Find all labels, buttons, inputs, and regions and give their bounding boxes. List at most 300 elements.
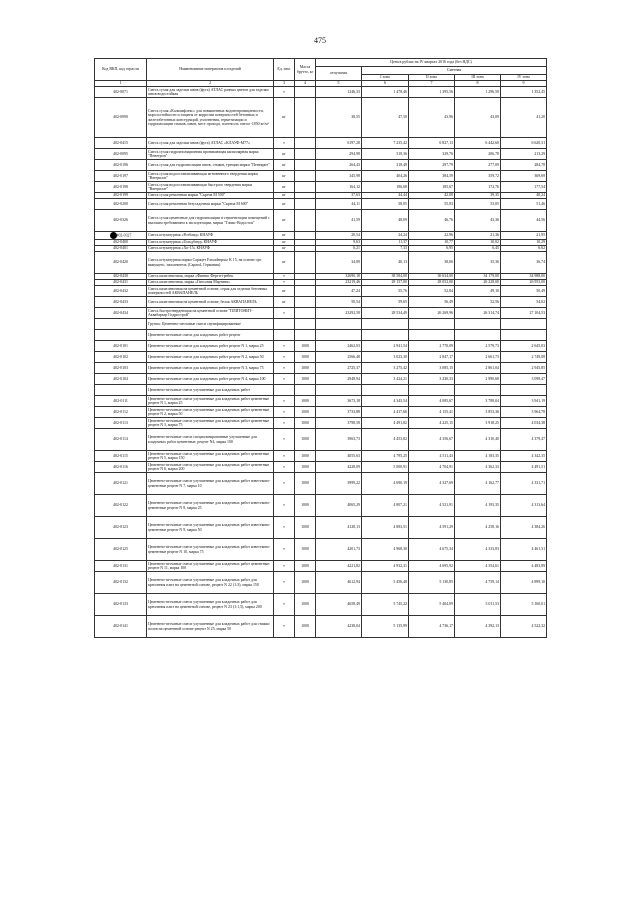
row-code: 402-0200 <box>95 199 147 210</box>
row-price-zone-3: 2 579,73 <box>455 341 501 352</box>
row-price-zone-3: 52,56 <box>455 297 501 308</box>
row-price-zone-2: 2 770,09 <box>409 341 455 352</box>
row-name: Смесь шпатлевочная, марка «Финиш Ферти-грейн» <box>147 274 274 280</box>
row-price: 20,54 <box>316 232 362 240</box>
row-unit: т <box>274 363 295 374</box>
table-row <box>95 418 547 429</box>
row-price-zone-1: 55,76 <box>362 286 409 297</box>
row-price-zone-4: 2 945,85 <box>501 363 547 374</box>
row-price-zone-3: 26 228,00 <box>455 280 501 286</box>
row-name: Цементно-песчаные смеси для кладочных работ рецепт N 1, марка 25 <box>147 341 274 352</box>
col-header-zone-1: I зона <box>362 75 409 81</box>
row-code: 402-0197 <box>95 171 147 182</box>
row-price-zone-3: 2 990,68 <box>455 374 501 385</box>
row-price-zone-4: 4 379,47 <box>501 429 547 451</box>
row-price: 3798,58 <box>316 418 362 429</box>
row-mass: 1000 <box>295 407 316 418</box>
row-price-zone-4: 6,62 <box>501 246 547 252</box>
row-price-zone-1: 28 534,49 <box>362 308 409 319</box>
row-price-zone-4: 51,46 <box>501 199 547 210</box>
row-price: 4658,49 <box>316 594 362 616</box>
row-price: 4055,63 <box>316 451 362 462</box>
row-code: 402-0326 <box>95 210 147 232</box>
row-price-zone-2: 26 269,96 <box>409 308 455 319</box>
row-price-zone-4: 5 160,01 <box>501 594 547 616</box>
row-price <box>316 385 362 396</box>
row-mass <box>295 210 316 232</box>
row-price-zone-2: 55,83 <box>409 199 455 210</box>
row-price-zone-2: 56,49 <box>409 297 455 308</box>
row-price-zone-1: 2 941,54 <box>362 341 409 352</box>
row-unit: кг <box>274 286 295 297</box>
row-name: Цементно-песчаные смеси улучшенные для кладочных работ для стяжки полов на цементной основе рецепт N 25, марка 50 <box>147 616 274 638</box>
row-price-zone-4: 26 953,00 <box>501 280 547 286</box>
row-mass <box>295 182 316 193</box>
row-price-zone-2: 384,59 <box>409 171 455 182</box>
row-price-zone-3 <box>455 330 501 341</box>
row-price-zone-4: 2 645,03 <box>501 341 547 352</box>
row-unit <box>274 330 295 341</box>
row-name: Цементно-песчаные смеси улучшенные для кладочных работ <box>147 385 274 396</box>
row-unit: кг <box>274 171 295 182</box>
row-price-zone-1: 4 807,21 <box>362 495 409 517</box>
row-name: Смесь сухая для заделки швов (фуга) АТЛАС разных цветов для заделки швов водостойкая <box>147 87 274 98</box>
row-price-zone-2: 1 395,56 <box>409 87 455 98</box>
table-row <box>95 594 547 616</box>
col-header-estimate: Сметная <box>362 67 547 75</box>
table-row <box>95 385 547 396</box>
row-unit: кг <box>274 252 295 274</box>
row-code: 402-0102 <box>95 352 147 363</box>
row-name: Смесь сухая водоостанавливающая быстрого твердения марки "Ватерплаг" <box>147 182 274 193</box>
row-code: 402-0123 <box>95 517 147 539</box>
row-name: Цементно-песчаные смеси улучшенные для кладочных работ цементные рецепт N 5, марка 150 <box>147 451 274 462</box>
row-unit: кг <box>274 199 295 210</box>
row-name: Цементно-песчаные смеси улучшенные для кладочных работ известково-цементные рецепт N 7, марка 10 <box>147 473 274 495</box>
row-price-zone-2 <box>409 385 455 396</box>
row-name: Цементно-песчаные смеси улучшенные для кладочных работ известково-цементные рецепт N 10, марка 75 <box>147 539 274 561</box>
row-price-zone-1: 28 157,00 <box>362 280 409 286</box>
row-mass <box>295 319 316 330</box>
col-header-price-title: Цена в рублях на IV квартал 2016 года (без НДС) <box>316 59 547 67</box>
row-price-zone-2: 52,84 <box>409 286 455 297</box>
row-price: 4201,73 <box>316 539 362 561</box>
row-price-zone-2: 10,77 <box>409 240 455 246</box>
row-price-zone-1: 24,24 <box>362 232 409 240</box>
row-price-zone-4: 44,56 <box>501 210 547 232</box>
row-unit: т <box>274 495 295 517</box>
row-code: 402-0116 <box>95 462 147 473</box>
col-header-zone-3: III зона <box>455 75 501 81</box>
row-price: 44,11 <box>316 199 362 210</box>
table-row <box>95 199 547 210</box>
row-price-zone-4: 213,29 <box>501 149 547 160</box>
row-mass: 1000 <box>295 396 316 407</box>
row-price-zone-2: 46,76 <box>409 210 455 232</box>
row-mass <box>295 297 316 308</box>
row-code: 402-0115 <box>95 451 147 462</box>
row-price-zone-4: 4 313,64 <box>501 495 547 517</box>
row-name: Цементно-песчаные смеси улучшенные для кладочных работ цементные рецепт N 1, марка 25 <box>147 396 274 407</box>
row-code: 402-0198 <box>95 182 147 193</box>
row-mass <box>295 138 316 149</box>
row-price-zone-4: 284,78 <box>501 160 547 171</box>
row-price-zone-4: 54,02 <box>501 297 547 308</box>
row-unit: т <box>274 451 295 462</box>
row-mass: 1000 <box>295 616 316 638</box>
row-mass: 1000 <box>295 418 316 429</box>
row-unit: т <box>274 594 295 616</box>
table-row <box>95 232 547 240</box>
row-price-zone-3: 6,45 <box>455 246 501 252</box>
row-name: Группа: Цементно-песчаные смеси сертифицированные <box>147 319 274 330</box>
row-price-zone-3: 21,36 <box>455 232 501 240</box>
row-price-zone-1: 11,37 <box>362 240 409 246</box>
row-name: Цементно-песчаные смеси для кладочных работ рецепт N 3, марка 75 <box>147 363 274 374</box>
row-unit: кг <box>274 182 295 193</box>
table-row <box>95 616 547 638</box>
row-code: 402-0121 <box>95 473 147 495</box>
row-name: Смесь сухая для заделки швов (фуга) АТЛАС «КЛАУФ-М77» <box>147 138 274 149</box>
row-name: Смесь штукатурная марки Сарацет Fassadenputz K 15, на основе орг. вяжущего, заполнитель (Caparol, Германия) <box>147 252 274 274</box>
row-price: 32690,18 <box>316 274 362 280</box>
table-header <box>95 59 547 87</box>
row-price-zone-3: 43,09 <box>455 98 501 138</box>
row-price: 3733,88 <box>316 407 362 418</box>
row-price-zone-4: 50,49 <box>501 286 547 297</box>
column-number: 9 <box>501 81 547 87</box>
row-name: Цементно-песчаные смеси для кладочных работ рецепт N 4, марка 100 <box>147 374 274 385</box>
row-price-zone-2: 4 521,91 <box>409 495 455 517</box>
row-price-zone-1: 4 690,19 <box>362 473 409 495</box>
row-price-zone-3: 10,02 <box>455 240 501 246</box>
row-mass <box>295 171 316 182</box>
page-number: 475 <box>314 36 326 45</box>
row-price-zone-3 <box>455 385 501 396</box>
row-name: Смесь шпатлевочная, марка «Гипсовая Мартини» <box>147 280 274 286</box>
row-price-zone-3 <box>455 319 501 330</box>
row-price-zone-2: 185,67 <box>409 182 455 193</box>
row-mass: 1000 <box>295 341 316 352</box>
row-code: 402-0112 <box>95 407 147 418</box>
row-name: Цементно-песчаные смеси улучшенные для кладочных работ известково-цементные рецепт N 8, марка 25 <box>147 495 274 517</box>
row-price: 41,59 <box>316 210 362 232</box>
col-header-code: Код ВКП, код отрасли <box>95 59 147 81</box>
table-row <box>95 252 547 274</box>
row-price: 4612,94 <box>316 572 362 594</box>
row-price-zone-2: 6 827,13 <box>409 138 455 149</box>
table-row <box>95 572 547 594</box>
row-code: 402-0420 <box>95 252 147 274</box>
row-price-zone-1: 38 584,00 <box>362 274 409 280</box>
col-header-unit: Ед. изм. <box>274 59 295 81</box>
row-unit: т <box>274 308 295 319</box>
row-unit: кг <box>274 193 295 199</box>
row-price-zone-1: 404,26 <box>362 171 409 182</box>
row-unit: кг <box>274 240 295 246</box>
row-price-zone-2: 5 404,09 <box>409 594 455 616</box>
table-row <box>95 286 547 297</box>
row-unit: т <box>274 561 295 572</box>
column-number: 8 <box>455 81 501 87</box>
row-price-zone-2: 4 511,43 <box>409 451 455 462</box>
row-price-zone-1: 5 745,22 <box>362 594 409 616</box>
row-price-zone-4: 2 749,08 <box>501 352 547 363</box>
row-price-zone-4 <box>501 385 547 396</box>
table-row <box>95 352 547 363</box>
row-price-zone-4: 177,54 <box>501 182 547 193</box>
table-row <box>95 308 547 319</box>
row-code: 402-0415 <box>95 138 147 149</box>
row-name: Смесь сухая цементные для гидроизоляции и герметизации помещений с высоким требованием к эксплуатации, марки "Глимс-Водостоп" <box>147 210 274 232</box>
row-mass: 1000 <box>295 462 316 473</box>
row-price-zone-1 <box>362 385 409 396</box>
row-price-zone-1: 3 275,42 <box>362 363 409 374</box>
row-price-zone-2: 42,08 <box>409 193 455 199</box>
row-code: 402-0431 <box>95 280 147 286</box>
row-price <box>316 330 362 341</box>
row-code: 402-0400 <box>95 240 147 246</box>
row-name: Смесь быстротвердеющая на цементной основе "ПЛИТОНИТ-Аквабарьер Гидрострой" <box>147 308 274 319</box>
row-price-zone-3: 34 179,00 <box>455 274 501 280</box>
row-price: 3999,22 <box>316 473 362 495</box>
row-price-zone-3: 1 296,59 <box>455 87 501 98</box>
row-name: Цементно-песчаные смеси для кладочных работ рецепт <box>147 330 274 341</box>
column-number: 4 <box>295 81 316 87</box>
row-price-zone-2: 4 695,92 <box>409 561 455 572</box>
row-unit: т <box>274 396 295 407</box>
row-code: 402-0131 <box>95 561 147 572</box>
row-price <box>316 319 362 330</box>
table-row <box>95 462 547 473</box>
row-name: Цементно-песчаные смеси улучшенные для кладочных работ цементные рецепт N 2, марка 50 <box>147 407 274 418</box>
row-unit: т <box>274 572 295 594</box>
row-mass: 1000 <box>295 539 316 561</box>
row-price-zone-4: 34 988,00 <box>501 274 547 280</box>
row-price-zone-2: 3 085,15 <box>409 363 455 374</box>
row-price: 4221,82 <box>316 561 362 572</box>
price-table <box>94 58 547 638</box>
row-unit: кг <box>274 246 295 252</box>
row-price-zone-1: 4 491,82 <box>362 418 409 429</box>
row-price-zone-4: 3 964,78 <box>501 407 547 418</box>
table-body <box>95 87 547 638</box>
row-unit: т <box>274 407 295 418</box>
row-price-zone-1: 318,36 <box>362 149 409 160</box>
row-mass: 1000 <box>295 352 316 363</box>
row-price: 38,55 <box>316 98 362 138</box>
row-unit: кг <box>274 160 295 171</box>
row-name: Смесь сухая ремонтная безусадочная марки "Скрепа М 600" <box>147 199 274 210</box>
row-name: Смесь сухая ремонтная марки "Скрепа М 500" <box>147 193 274 199</box>
row-price-zone-2: 43,96 <box>409 98 455 138</box>
row-price-zone-1: 4 343,54 <box>362 396 409 407</box>
row-price-zone-3: 35,36 <box>455 252 501 274</box>
row-price: 9,63 <box>316 240 362 246</box>
row-price: 1246,33 <box>316 87 362 98</box>
row-price-zone-1: 4 968,30 <box>362 539 409 561</box>
row-mass <box>295 199 316 210</box>
row-price-zone-3: 172,76 <box>455 182 501 193</box>
col-header-wholesale: отпускная <box>316 67 362 81</box>
row-price-zone-4: 4 461,31 <box>501 539 547 561</box>
table-row <box>95 149 547 160</box>
row-code: 402-0111 <box>95 396 147 407</box>
table-row <box>95 451 547 462</box>
row-price-zone-4 <box>501 330 547 341</box>
row-price-zone-3: 3 918,25 <box>455 418 501 429</box>
row-price-zone-3: 4 392,13 <box>455 616 501 638</box>
row-price-zone-1: 7,33 <box>362 246 409 252</box>
row-price-zone-2: 297,79 <box>409 160 455 171</box>
row-price-zone-4: 41,20 <box>501 98 547 138</box>
row-name: Цементно-песчаные смеси улучшенные для кладочных работ для крепления плит на цементной основе, рецепт N 23 (1:1,5), марка 200 <box>147 594 274 616</box>
row-price-zone-1: 4 417,66 <box>362 407 409 418</box>
row-unit: т <box>274 429 295 451</box>
row-price-zone-4: 4 491,51 <box>501 462 547 473</box>
row-price-zone-2: 2 847,17 <box>409 352 455 363</box>
row-mass: 1000 <box>295 561 316 572</box>
row-price-zone-3: 4 333,83 <box>455 539 501 561</box>
row-price: 3673,18 <box>316 396 362 407</box>
row-price-zone-2: 4 591,29 <box>409 517 455 539</box>
row-price-zone-2: 22,96 <box>409 232 455 240</box>
row-price-zone-1: 186,68 <box>362 182 409 193</box>
table-row <box>95 210 547 232</box>
row-price-zone-4: 4 522,32 <box>501 616 547 638</box>
table-row <box>95 473 547 495</box>
row-price-zone-4: 10,29 <box>501 240 547 246</box>
row-unit: т <box>274 341 295 352</box>
row-code: 402-0125 <box>95 539 147 561</box>
row-unit: т <box>274 473 295 495</box>
row-price: 4065,29 <box>316 495 362 517</box>
col-header-mass: Масса брутто, кг <box>295 59 316 81</box>
row-code: 402-0095 <box>95 149 147 160</box>
row-name: Цементно-песчаные смеси улучшенные для кладочных работ цементные рецепт N 3, марка 75 <box>147 418 274 429</box>
row-name: Смесь штукатурная «Ротбанд» КНАУФ <box>147 232 274 240</box>
row-price-zone-2: 4 675,34 <box>409 539 455 561</box>
row-mass: 1000 <box>295 572 316 594</box>
row-name: Смесь шпатлевочная на цементной основе, серая для отделки бетонных поверхностей АКВАПАНЕЛЬ <box>147 286 274 297</box>
row-price-zone-3: 26 314,74 <box>455 308 501 319</box>
row-unit <box>274 385 295 396</box>
row-code <box>95 385 147 396</box>
row-price-zone-2: 4 736,17 <box>409 616 455 638</box>
row-unit: т <box>274 616 295 638</box>
row-price-zone-3: 39,35 <box>455 193 501 199</box>
row-name: Цементно-песчаные смеси улучшенные для кладочных работ для крепления плит на цементной основе, рецепт N 22 (1:3), марка 150 <box>147 572 274 594</box>
row-price-zone-3: 4 354,61 <box>455 561 501 572</box>
row-code: 402-0133 <box>95 594 147 616</box>
row-price-zone-3: 6 442,60 <box>455 138 501 149</box>
row-code: 402-0104 <box>95 374 147 385</box>
row-price-zone-2: 4 356,67 <box>409 429 455 451</box>
table-row <box>95 138 547 149</box>
row-code: 402-0432 <box>95 286 147 297</box>
table-row <box>95 539 547 561</box>
row-mass <box>295 385 316 396</box>
row-price: 2462,03 <box>316 341 362 352</box>
row-price-zone-4: 6 620,31 <box>501 138 547 149</box>
row-mass: 1000 <box>295 517 316 539</box>
row-unit: кг <box>274 210 295 232</box>
row-code: 402-0141 <box>95 616 147 638</box>
row-price-zone-4: 3 098,47 <box>501 374 547 385</box>
row-price: 2948,94 <box>316 374 362 385</box>
row-price-zone-4: 4 483,89 <box>501 561 547 572</box>
row-price-zone-1: 40,13 <box>362 252 409 274</box>
row-unit: т <box>274 352 295 363</box>
row-name: Смесь сухая «Кальмафлекс» для повышенных водонепроницаемости, морозостойкости и защиты от коррозии поверхностей бетонных и железобетонных конструкций, уплотнения, герметизации и гидроизоляции стыков, швов, мест прохода, плотность смеси -1850 кг/м³ <box>147 98 274 138</box>
row-price: 23292,58 <box>316 308 362 319</box>
row-price-zone-2: 4 085,67 <box>409 396 455 407</box>
row-unit: кг <box>274 149 295 160</box>
row-price-zone-3: 3 853,36 <box>455 407 501 418</box>
row-mass <box>295 87 316 98</box>
row-name: Смесь сухая водоостанавливающая мгновенного твердения марки "Ватерплаг" <box>147 171 274 182</box>
table-row <box>95 171 547 182</box>
row-code: 402-0122 <box>95 495 147 517</box>
row-price-zone-1: 318,49 <box>362 160 409 171</box>
row-mass: 1000 <box>295 363 316 374</box>
table-row <box>95 330 547 341</box>
row-code: 402-0430 <box>95 274 147 280</box>
row-price-zone-3: 5 011,53 <box>455 594 501 616</box>
row-price-zone-1: 4 932,31 <box>362 561 409 572</box>
row-price-zone-4: 1 352,45 <box>501 87 547 98</box>
row-code: 402-0113 <box>95 418 147 429</box>
row-price-zone-4: 4 384,26 <box>501 517 547 539</box>
table-row <box>95 517 547 539</box>
row-unit <box>274 319 295 330</box>
row-price-zone-1: 48,09 <box>362 210 409 232</box>
row-price-zone-3: 4 759,14 <box>455 572 501 594</box>
row-price-zone-4: 3 941,19 <box>501 396 547 407</box>
row-price-zone-1: 5 135,99 <box>362 616 409 638</box>
row-price-zone-2: 4 704,91 <box>409 462 455 473</box>
row-price-zone-3: 359,72 <box>455 171 501 182</box>
table-row <box>95 396 547 407</box>
row-code: 402-0433 <box>95 297 147 308</box>
row-unit: т <box>274 418 295 429</box>
table-row <box>95 561 547 572</box>
row-name: Цементно-песчаные смеси улучшенные для кладочных работ цементные рецепт N 6, марка 200 <box>147 462 274 473</box>
row-name: Цементно-песчаные смеси специализированные улучшенные для кладочных работ цементные: рецепт N4, марка 100 <box>147 429 274 451</box>
row-price-zone-2: 36 634,00 <box>409 274 455 280</box>
row-price-zone-1: 4 795,25 <box>362 451 409 462</box>
row-price-zone-1: 4 453,82 <box>362 429 409 451</box>
row-code: 402-0090 <box>95 98 147 138</box>
row-code: 402-0071 <box>95 87 147 98</box>
row-mass: 1000 <box>295 374 316 385</box>
col-header-name: Наименование материалов и изделий <box>147 59 274 81</box>
row-price-zone-1: 47,50 <box>362 98 409 138</box>
row-unit: кг <box>274 98 295 138</box>
row-price-zone-3: 4 193,35 <box>455 495 501 517</box>
row-price: 164,12 <box>316 182 362 193</box>
row-price-zone-1: 5 456,48 <box>362 572 409 594</box>
row-unit: т <box>274 274 295 280</box>
row-code <box>95 330 147 341</box>
row-price-zone-3: 49,10 <box>455 286 501 297</box>
row-unit: т <box>274 87 295 98</box>
row-price: 50,54 <box>316 297 362 308</box>
row-mass: 1000 <box>295 594 316 616</box>
row-unit: т <box>274 280 295 286</box>
row-price-zone-3: 4 183,35 <box>455 451 501 462</box>
table-row <box>95 319 547 330</box>
